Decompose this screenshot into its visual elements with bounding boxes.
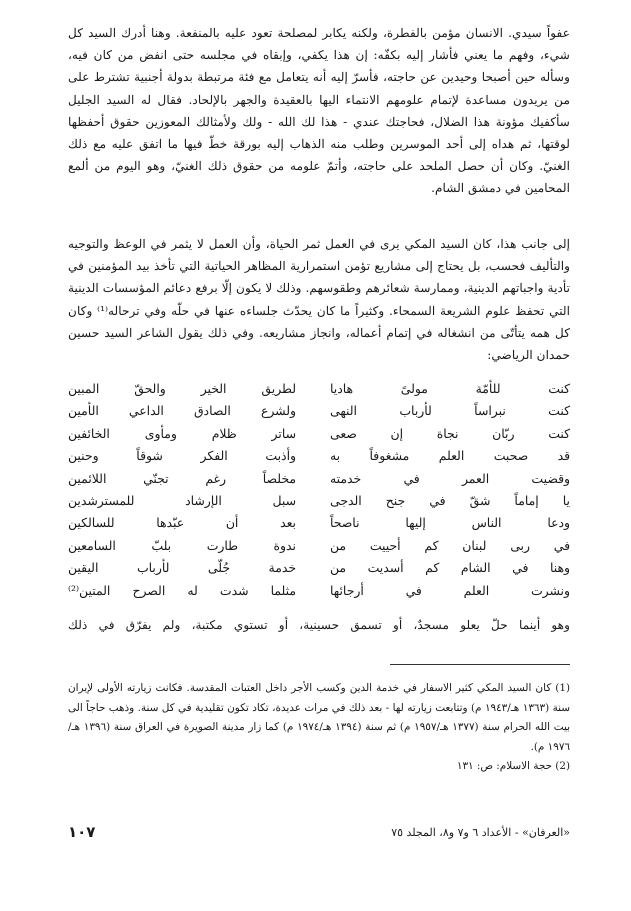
verse-second-hemistich: بعد أن عبّدها للسالكين (68, 515, 296, 531)
closing-line: وهو أينما حلّ يعلو مسجدٌ، أو تسمق حسينية، أو تستوي مكتبة، ولم يفرّق في ذلك (68, 618, 570, 632)
verse-second-hemistich: مثلما شدت له الصرح المتين⁽²⁾ (68, 582, 296, 598)
verse-first-hemistich: في ربى لبنان كم أحييت من (330, 537, 570, 553)
verse-first-hemistich: وهنا في الشام كم أسديت من (330, 560, 570, 576)
verse-first-hemistich: يا إماماً شقّ في جنح الدجى (330, 492, 570, 508)
body-paragraph-1 (68, 22, 570, 200)
journal-reference: «العرفان» - الأعداد ٦ و٧ و٨، المجلد ٧٥ (391, 825, 570, 839)
verse-first-hemistich: ودعا الناس إليها ناصحاً (330, 515, 570, 531)
verse-second-hemistich: لطريق الخير والحقّ المبين (68, 381, 296, 396)
poem-verse (68, 378, 570, 400)
body-paragraph-2 (68, 233, 570, 366)
verse-second-hemistich: ساتر ظلام ومأوى الخائفين (68, 425, 296, 441)
verse-second-hemistich: سبل الإرشاد للمسترشدين (68, 492, 296, 508)
poem-verse (68, 535, 570, 557)
page-footer (68, 820, 570, 844)
verse-first-hemistich: كنت نبراساً لأرباب النهى (330, 403, 570, 419)
verse-second-hemistich: مخلصاً رغم تجنّي اللائمين (68, 470, 296, 486)
footnotes (68, 679, 570, 777)
page-number: ١٠٧ (68, 823, 96, 841)
verse-first-hemistich: ونشرت العلم في أرجائها (330, 582, 570, 598)
verse-first-hemistich: كنت ربّان نجاة إن صعى (330, 425, 570, 441)
paragraph-text: عفواً سيدي. الانسان مؤمن بالفطرة، ولكنه يكابر لمصلحة تعود عليه بالمنفعة. وهنا أدرك السيد كل شيء، وفهم ما يعني فأشار إليه بكفّه: إن هذا يكفي، وإبقاه في مجلسه حتى انفض من كان فيه، وسأله حين أصبحا وحيدين عن حاجته، فأسرّ إليه أنه يتعامل مع فئة مرتبطة بدولة أجنبية تشترط على من يريدون مساعدة لإتمام علومهم الانتماء اليها بالعقيدة والجهر بالإلحاد. فقال له السيد الجليل سأكفيك مؤونة هذا الضلال، فحاجتك عندي - هذا لك الله - ولك ولأمثالك المعوزين حقوق أحفظها لوقتها، ثم هداه إلى أحد الموسرين وطلب منه الذهاب إليه بورقة خطّ فيها ما اتفق عليه مع ذلك الغنيّ. وكان أن حصل الملحد على حاجته، وأتمّ علومه من حقوق ذلك الغنيّ، وهو اليوم من ألمع المحامين في دمشق الشام. (68, 26, 570, 196)
footnote-divider (390, 664, 570, 665)
verse-first-hemistich: قد صحبت العلم مشغوفاً به (330, 448, 570, 464)
verse-first-hemistich: وقضيت العمر في خدمته (330, 470, 570, 486)
poem-verse (68, 445, 570, 467)
poem (68, 378, 570, 602)
footnote-2: (2) حجة الاسلام: ص: ١٣١ (456, 760, 570, 773)
verse-first-hemistich: كنت للأمّة مولىً هاديا (330, 381, 570, 396)
verse-second-hemistich: ولشرع الصادق الداعي الأمين (68, 403, 296, 419)
verse-second-hemistich: وأذبت الفكر شوقاً وحنين (68, 448, 296, 464)
paragraph-text: إلى جانب هذا، كان السيد المكي يرى في العمل ثمر الحياة، وأن العمل لا يثمر في الوعظ والتوجيه والتأليف فحسب، بل يحتاج إلى مشاريع تؤمن استمرارية المظاهر الحياتية التي تأخذ بيد المؤمنين في تأدية واجباتهم الدينية، وممارسة شعائرهم وطقوسهم. وذلك لا يكون إلّا برفع دعائم المؤسسات الدينية التي تحفظ علوم الشريعة السمحاء. وكثيراً ما كان يحدّث جلساءه عنها في حلّه وفي ترحاله⁽¹⁾ وكان كل همه يتأتّى من انشغاله في إتمام أعماله، وانجاز مشاريعه. وفي ذلك يقول الشاعر السيد حسين حمدان الرياضي: (68, 237, 571, 363)
poem-verse (68, 557, 570, 579)
poem-verse (68, 512, 570, 534)
verse-second-hemistich: خدمة جُلّى لأرباب اليقين (68, 560, 296, 576)
poem-verse (68, 580, 570, 602)
poem-verse (68, 400, 570, 422)
footnote-1: (1) كان السيد المكي كثير الاسفار في خدمة الدين وكسب الأجر داخل العتبات المقدسة. فكانت زيارته الأولى لإيران سنة (١٣٦٣ هـ/١٩٤٣ م) وتتابعت زيارته لها - بعد ذلك في مرات عديدة، تكاد تكون تقليدية في كل سنة. وذهب حاجاً الى بيت الله الحرام سنة (١٣٧٧ هـ/١٩٥٧ م) ثم سنة (١٣٩٤ هـ/١٩٧٤ م) كما زار مدينة الصويرة في العراق سنة (١٣٩٦ هـ/١٩٧٦ م). (68, 682, 570, 753)
poem-verse (68, 468, 570, 490)
poem-verse (68, 423, 570, 445)
poem-verse (68, 490, 570, 512)
verse-second-hemistich: ندوة طارت بلبّ السامعين (68, 537, 296, 553)
